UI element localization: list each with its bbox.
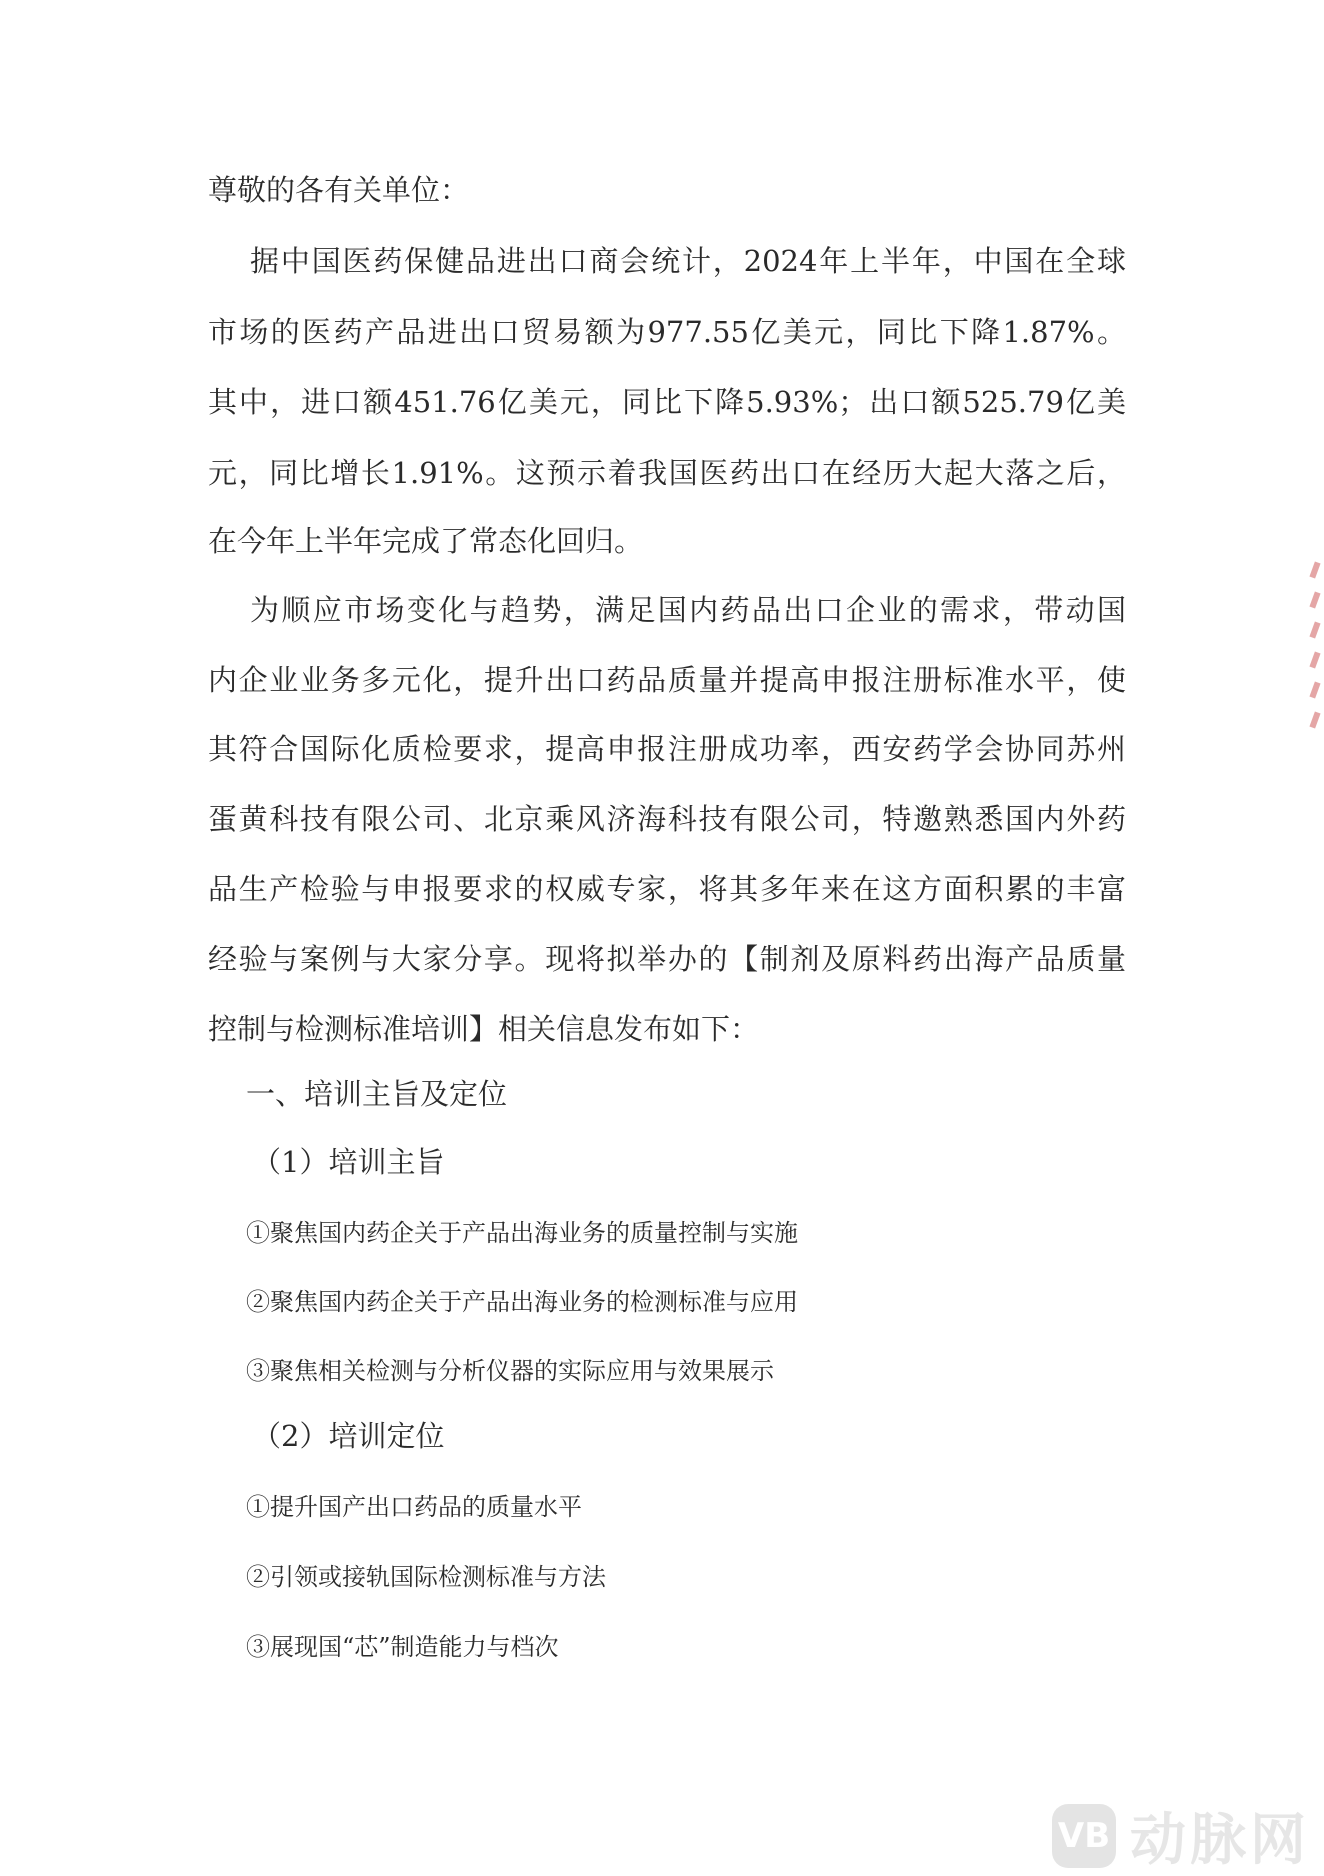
watermark-text: 动脉网 [1130,1808,1310,1873]
subsection-heading: （2）培训定位 [252,1419,445,1453]
list-item: ①提升国产出口药品的质量水平 [246,1493,582,1521]
para1-line: 在今年上半年完成了常态化回归。 [208,524,644,558]
para2-line: 为顺应市场变化与趋势，满足国内药品出口企业的需求，带动国 [250,593,1126,627]
watermark [1052,1796,1310,1876]
list-item: ②聚焦国内药企关于产品出海业务的检测标准与应用 [246,1288,798,1316]
list-item: ①聚焦国内药企关于产品出海业务的质量控制与实施 [246,1219,798,1247]
list-item: ③展现国“芯”制造能力与档次 [246,1633,559,1661]
para1-line: 元，同比增长1.91%。这预示着我国医药出口在经历大起大落之后， [208,456,1126,490]
para2-line: 内企业业务多元化，提升出口药品质量并提高申报注册标准水平，使 [208,663,1126,697]
para2-line: 其符合国际化质检要求，提高申报注册成功率，西安药学会协同苏州 [208,732,1126,766]
para1-line: 其中，进口额451.76亿美元，同比下降5.93%；出口额525.79亿美 [208,385,1126,419]
list-item: ③聚焦相关检测与分析仪器的实际应用与效果展示 [246,1357,774,1385]
para1-line: 市场的医药产品进出口贸易额为977.55亿美元，同比下降1.87%。 [208,315,1126,349]
greeting: 尊敬的各有关单位： [208,173,470,207]
section-heading: 一、培训主旨及定位 [246,1077,508,1111]
para2-line: 经验与案例与大家分享。现将拟举办的【制剂及原料药出海产品质量 [208,942,1126,976]
list-item: ②引领或接轨国际检测标准与方法 [246,1563,606,1591]
seal-edge [1300,548,1324,788]
para2-line: 品生产检验与申报要求的权威专家，将其多年来在这方面积累的丰富 [208,872,1126,906]
watermark-logo-icon: VB [1052,1804,1116,1868]
para2-line: 蛋黄科技有限公司、北京乘风济海科技有限公司，特邀熟悉国内外药 [208,802,1126,836]
subsection-heading: （1）培训主旨 [252,1145,445,1179]
para2-line: 控制与检测标准培训】相关信息发布如下： [208,1012,760,1046]
para1-line: 据中国医药保健品进出口商会统计，2024年上半年，中国在全球 [250,244,1126,278]
